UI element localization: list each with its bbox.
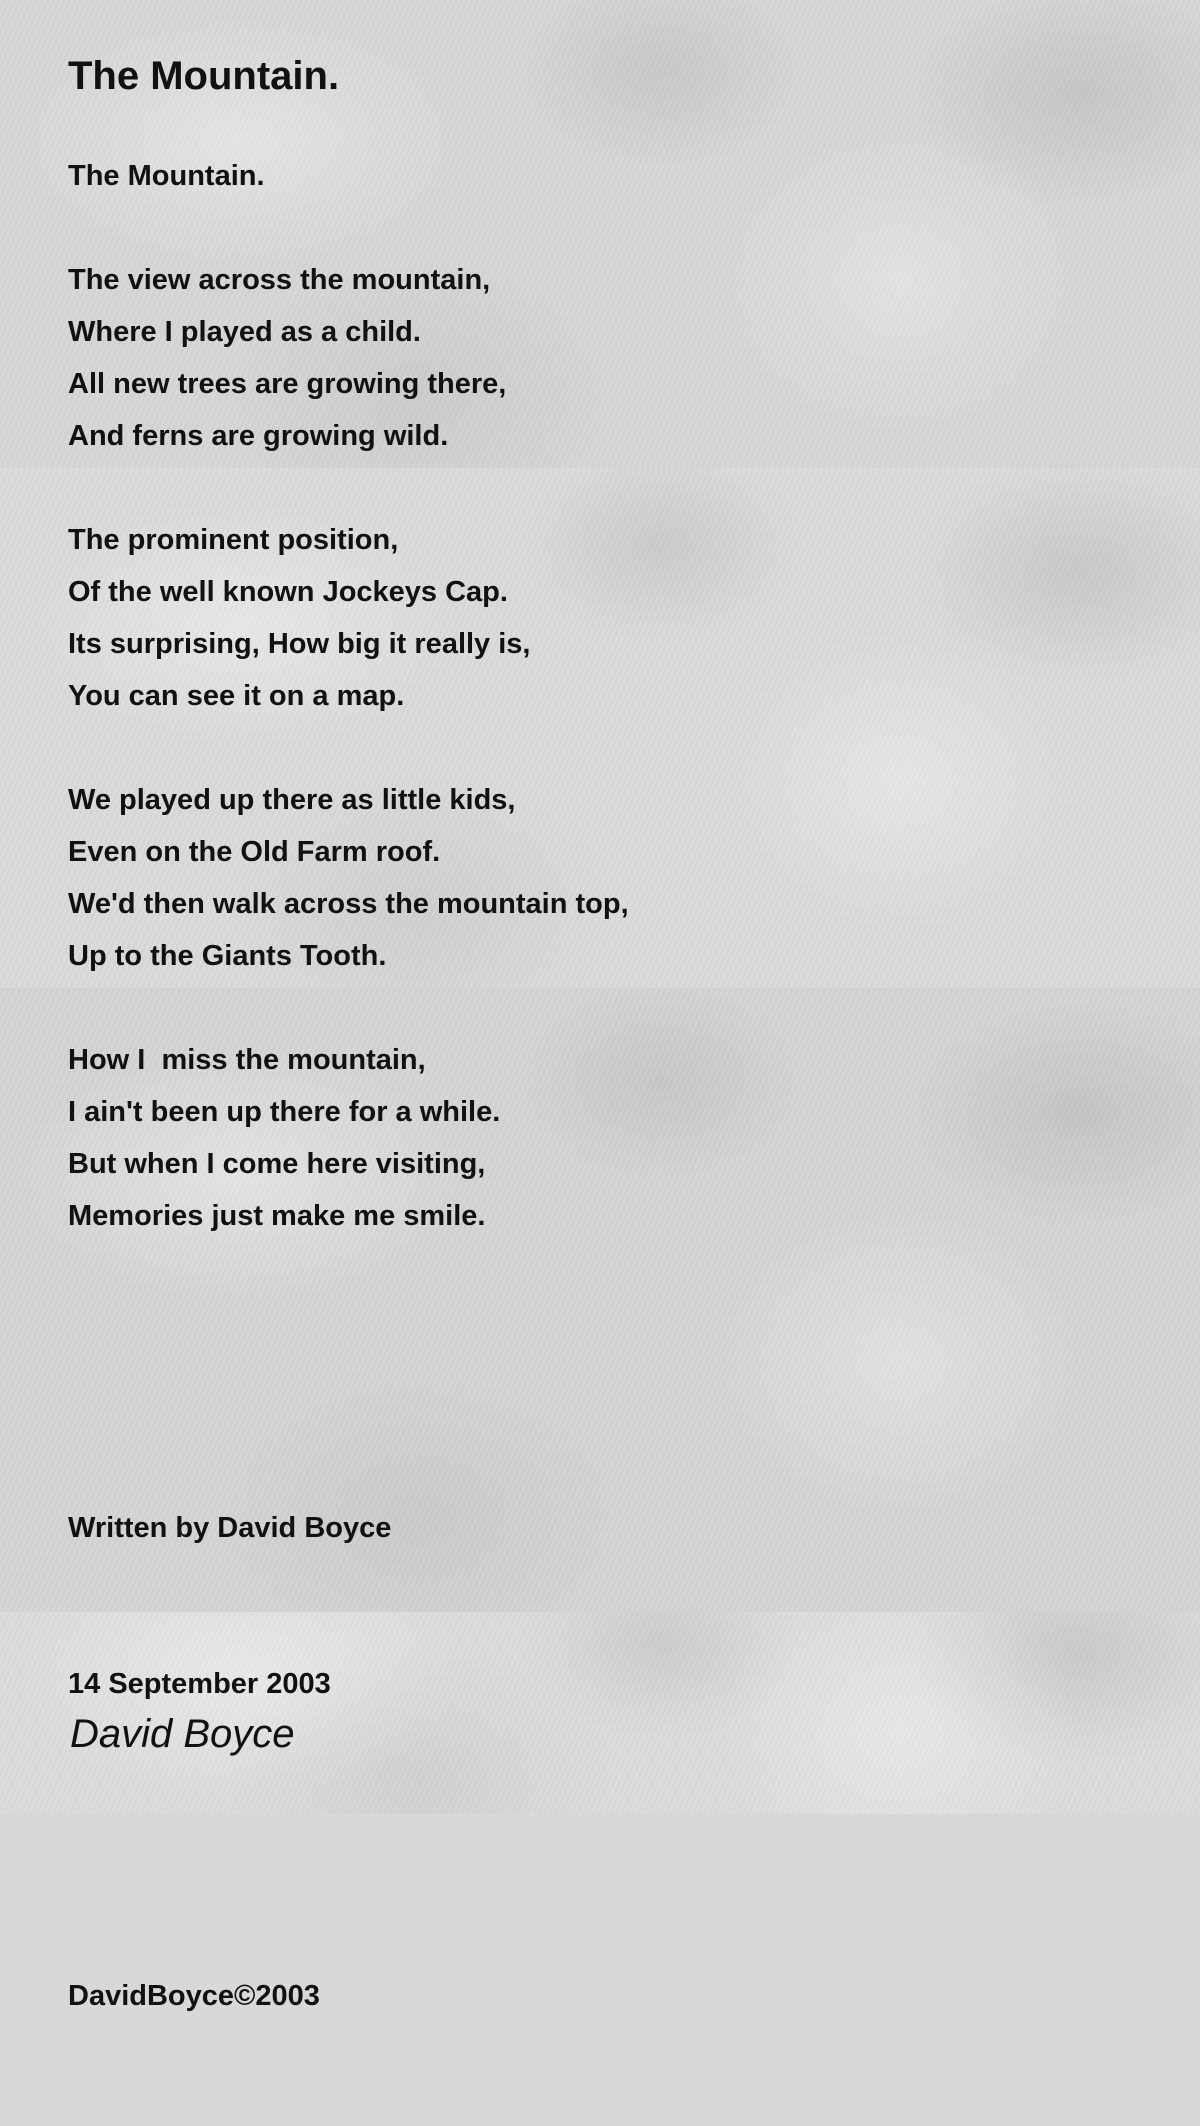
stanza-gap [68,982,629,1034]
poem-line: The prominent position, [68,524,399,556]
written-date: 14 September 2003 [68,1668,331,1700]
poem-line: Of the well known Jockeys Cap. [68,576,508,608]
author-signature: David Boyce [70,1712,295,1756]
poem-line: You can see it on a map. [68,680,405,712]
credits-gap [68,1814,391,1866]
poem-line: All new trees are growing there, [68,368,507,400]
poem-heading-line: The Mountain. [68,160,265,192]
poem-line: Even on the Old Farm roof. [68,836,441,868]
poem-line: We played up there as little kids, [68,784,516,816]
copyright-notice: DavidBoyce©2003 [68,1980,320,2012]
poem-line: Up to the Giants Tooth. [68,940,387,972]
poem-body [68,150,629,1242]
stanza-gap [68,462,629,514]
poem-line: I ain't been up there for a while. [68,1096,501,1128]
stanza-gap [68,202,629,254]
poem-title: The Mountain. [68,54,340,98]
poem-line: Memories just make me smile. [68,1200,486,1232]
poem-line: Where I played as a child. [68,316,421,348]
poem-line: We'd then walk across the mountain top, [68,888,629,920]
poem-credits [68,1398,391,2126]
poem-line: The view across the mountain, [68,264,491,296]
poem-line: But when I come here visiting, [68,1148,486,1180]
poem-line: How I miss the mountain, [68,1044,426,1076]
poem-line: Its surprising, How big it really is, [68,628,531,660]
stanza-gap [68,722,629,774]
written-by: Written by David Boyce [68,1512,392,1544]
poem-line: And ferns are growing wild. [68,420,449,452]
